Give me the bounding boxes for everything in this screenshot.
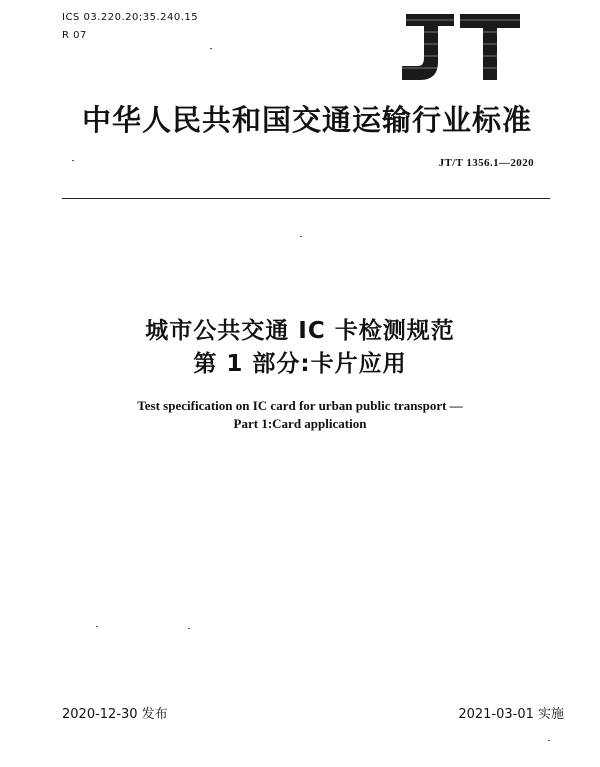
scan-speck [72,160,74,161]
english-title-line-1: Test specification on IC card for urban public transport — [137,398,463,413]
scan-speck [188,628,190,629]
english-title-line-2: Part 1:Card application [233,416,367,431]
scan-speck [96,626,98,627]
ccs-code: R 07 [62,30,87,41]
chinese-title-line-2: 第 1 部分:卡片应用 [193,351,407,377]
scan-speck [210,48,212,49]
standard-number: JT/T 1356.1—2020 [438,157,534,169]
jt-logo [396,8,524,88]
issue-date: 2020-12-30 发布 [62,707,168,722]
scan-speck [548,740,550,741]
implementation-date: 2021-03-01 实施 [458,707,564,722]
header-divider [62,198,550,199]
scan-speck [300,236,302,237]
organization-title: 中华人民共和国交通运输行业标准 [81,103,532,137]
chinese-title-line-1: 城市公共交通 IC 卡检测规范 [145,318,455,344]
jt-logo-graphic [396,8,524,88]
ics-code: ICS 03.220.20;35.240.15 [62,12,199,23]
